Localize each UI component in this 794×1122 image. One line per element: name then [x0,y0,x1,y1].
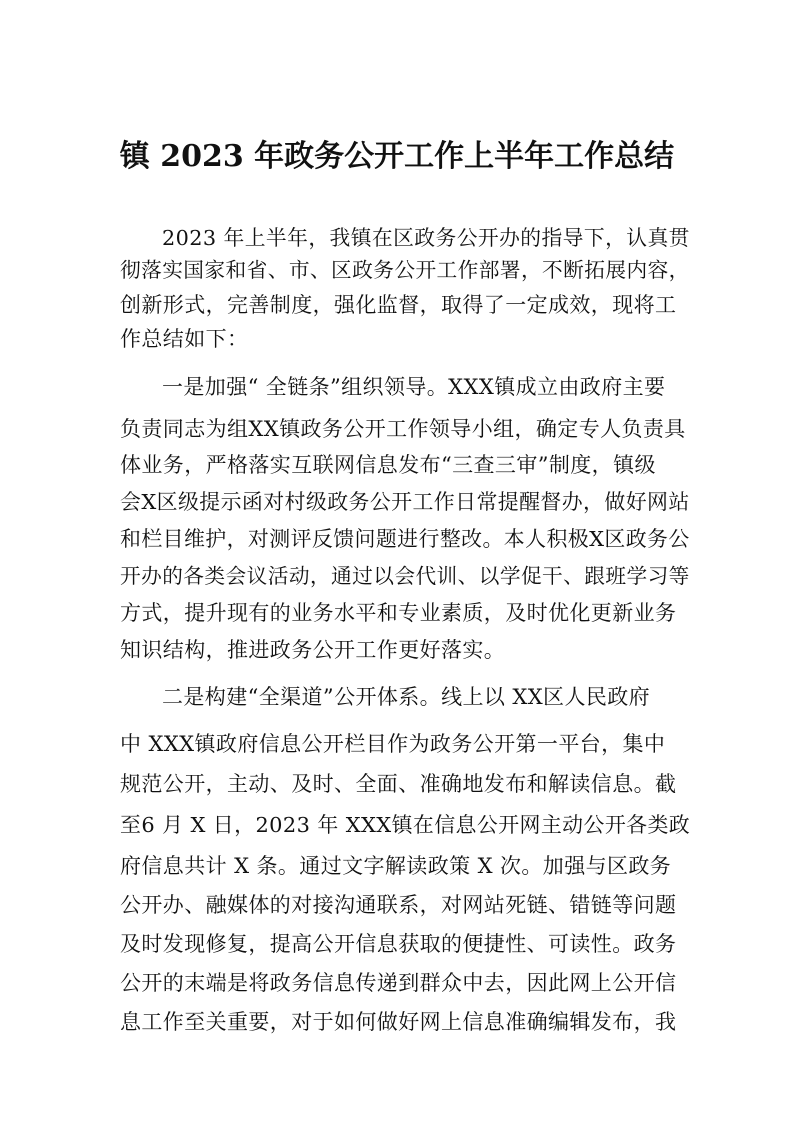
paragraph-line-20: 公开的末端是将政务信息传递到群众中去，因此网上公开信 [120,971,677,995]
paragraph-line-16: 至6 月 X 日，2023 年 XXX镇在信息公开网主动公开各类政 [120,813,691,837]
paragraph-line-8: 会X区级提示函对村级政务公开工作日常提醒督办，做好网站 [120,490,690,514]
paragraph-line-9: 和栏目维护，对测评反馈问题进行整改。本人积极X区政务公 [120,527,690,551]
paragraph-line-15: 规范公开，主动、及时、全面、准确地发布和解读信息。截 [120,772,677,796]
paragraph-line-14: 中 XXX镇政府信息公开栏目作为政务公开第一平台，集中 [120,732,666,756]
paragraph-line-17: 府信息共计 X 条。通过文字解读政策 X 次。加强与区政务 [120,854,672,878]
paragraph-line-19: 及时发现修复，提高公开信息获取的便捷性、可读性。政务 [120,932,677,956]
paragraph-line-4: 作总结如下： [120,327,249,351]
paragraph-line-6: 负责同志为组XX镇政务公开工作领导小组，确定专人负责具 [120,417,686,441]
paragraph-line-12: 知识结构，推进政务公开工作更好落实。 [120,638,506,662]
paragraph-line-18: 公开办、融媒体的对接沟通联系，对网站死链、错链等问题 [120,893,677,917]
paragraph-line-1: 2023 年上半年，我镇在区政务公开办的指导下，认真贯 [162,226,690,250]
paragraph-line-3: 创新形式，完善制度，强化监督，取得了一定成效，现将工 [120,293,677,317]
paragraph-line-11: 方式，提升现有的业务水平和专业素质，及时优化更新业务 [120,601,677,625]
paragraph-line-2: 彻落实国家和省、市、区政务公开工作部署，不断拓展内容， [120,258,690,282]
paragraph-line-21: 息工作至关重要，对于如何做好网上信息准确编辑发布，我 [120,1010,677,1034]
document-title: 镇 2023 年政务公开工作上半年工作总结 [119,139,675,174]
paragraph-line-7: 体业务，严格落实互联网信息发布“三查三审”制度，镇级 [120,453,656,477]
paragraph-line-13: 二是构建“全渠道”公开体系。线上以 XX区人民政府 [162,685,651,709]
paragraph-line-5: 一是加强“ 全链条”组织领导。XXX镇成立由政府主要 [162,375,666,399]
paragraph-line-10: 开办的各类会议活动，通过以会代训、以学促干、跟班学习等 [120,564,690,588]
